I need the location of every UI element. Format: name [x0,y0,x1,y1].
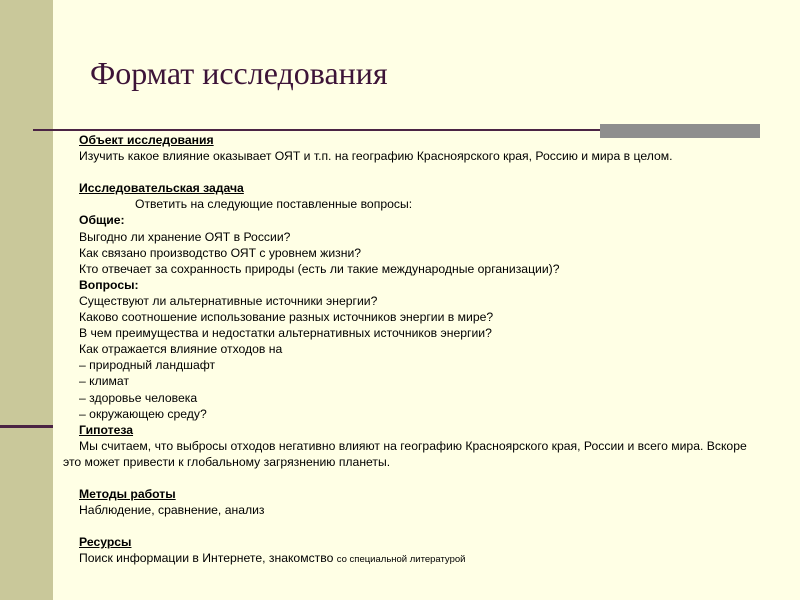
resources-text-small: со специальной литературой [336,554,466,566]
question-item: Существуют ли альтернативные источники энергии? [79,293,378,308]
sidebar-divider [0,425,53,428]
section-heading-object: Объект исследования [79,133,214,147]
general-item: Кто отвечает за сохранность природы (есть ли такие международные организации)? [79,261,560,276]
hypothesis-text: Мы считаем, что выбросы отходов негативно влияют на географию Красноярского края, России и всего мира. Вскоре это может привести к глобальному загрязнению планеты. [63,438,747,469]
title-rule [33,129,600,131]
question-item: – окружающею среду? [79,406,207,421]
section-heading-hypothesis: Гипотеза [79,422,134,437]
question-item: – климат [79,374,130,389]
question-item: В чем преимущества и недостатки альтернативных источников энергии? [79,326,492,341]
resources-line [63,550,763,568]
section-heading-methods: Методы работы [79,487,176,502]
sidebar-decoration [0,0,53,600]
question-item: – природный ландшафт [79,358,216,373]
question-item: – здоровье человека [79,390,198,405]
questions-heading: Вопросы: [79,277,139,292]
section-heading-task: Исследовательская задача [79,181,244,196]
slide-title: Формат исследования [90,55,388,91]
question-item: Как отражается влияние отходов на [79,342,283,357]
task-intro: Ответить на следующие поставленные вопросы: [135,197,413,212]
general-item: Выгодно ли хранение ОЯТ в России? [79,229,291,244]
general-heading: Общие: [79,213,125,228]
question-item: Каково соотношение использование разных источников энергии в мире? [79,310,494,325]
slide-content [63,132,763,569]
general-item: Как связано производство ОЯТ с уровнем жизни? [79,245,362,260]
methods-text: Наблюдение, сравнение, анализ [79,503,265,518]
section-heading-resources: Ресурсы [79,535,132,550]
object-text: Изучить какое влияние оказывает ОЯТ и т.п. на географию Красноярского края, Россию и мира в целом. [79,149,673,164]
resources-text: Поиск информации в Интернете, знакомство [79,551,334,566]
